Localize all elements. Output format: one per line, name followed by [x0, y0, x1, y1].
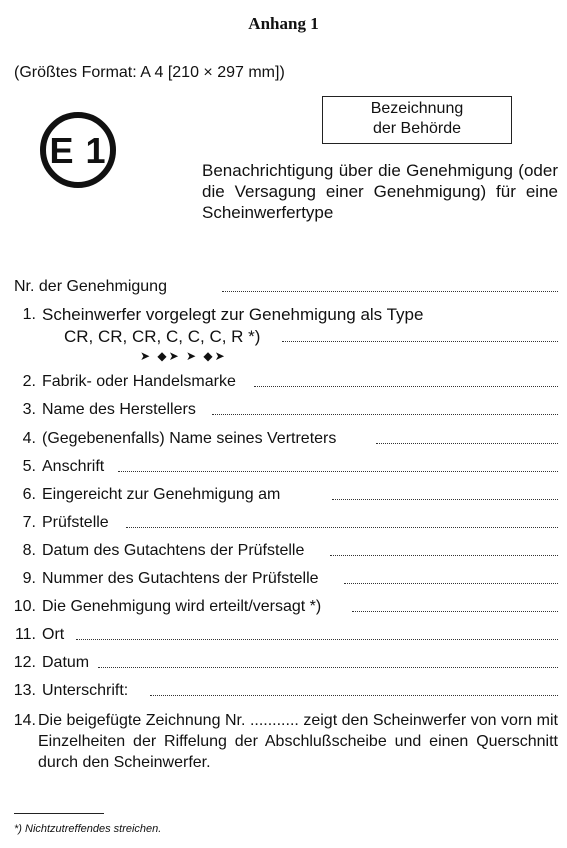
approval-number-field[interactable] [222, 291, 558, 292]
form-item-1 [0, 304, 567, 326]
form-item-6 [0, 484, 567, 506]
item-label: Nummer des Gutachtens der Prüfstelle [42, 570, 319, 587]
authority-box-line1: Bezeichnung [370, 100, 464, 117]
item-number: 14. [13, 712, 36, 729]
item-label: Datum des Gutachtens der Prüfstelle [42, 542, 305, 559]
notice-text: Benachrichtigung über die Genehmigung (oder die Versagung einer Genehmigung) für eine Scheinwerfertype [202, 161, 558, 222]
item-field[interactable] [150, 695, 558, 696]
item-field[interactable] [98, 667, 558, 668]
item-1-types: CR, CR, CR, C, C, C, R *) [64, 327, 261, 346]
approval-number-label: Nr. der Genehmigung [14, 278, 167, 295]
form-item-7 [0, 512, 567, 534]
footnote-rule [14, 813, 104, 814]
item-field[interactable] [76, 639, 558, 640]
item-field[interactable] [332, 499, 558, 500]
item-label: Scheinwerfer vorgelegt zur Genehmigung als Type [42, 305, 424, 324]
item-label: Anschrift [42, 458, 105, 475]
form-item-11 [0, 624, 567, 646]
item-number: 13. [13, 682, 36, 699]
item-number: 4. [22, 430, 36, 447]
form-item-9 [0, 568, 567, 590]
form-item-12 [0, 652, 567, 674]
item-number: 7. [22, 514, 36, 531]
item-field[interactable] [254, 386, 558, 387]
item-field[interactable] [126, 527, 558, 528]
form-item-4 [0, 428, 567, 450]
item-label: Name des Herstellers [42, 401, 196, 418]
form-item-2 [0, 371, 567, 393]
item-field[interactable] [118, 471, 558, 472]
item-number: 10. [13, 598, 36, 615]
item-field[interactable] [212, 414, 558, 415]
item-number: 1. [22, 306, 36, 323]
form-item-3 [0, 399, 567, 421]
item-label: Eingereicht zur Genehmigung am [42, 486, 281, 503]
item-label: Ort [42, 626, 65, 643]
item-number: 8. [22, 542, 36, 559]
item-number: 5. [22, 458, 36, 475]
format-note: (Größtes Format: A 4 [210 × 297 mm]) [14, 64, 285, 81]
form-item-8 [0, 540, 567, 562]
item-label: Prüfstelle [42, 514, 109, 531]
item-field[interactable] [352, 611, 558, 612]
form-item-14-text: Die beigefügte Zeichnung Nr. ........... zeigt den Scheinwerfer von vorn mit Einzelheiten der Riffelung der Abschlußscheibe und einen Querschnitt durch den Scheinwerfer. [38, 712, 558, 771]
item-label: (Gegebenenfalls) Name seines Vertreters [42, 430, 337, 447]
item-number: 2. [22, 373, 36, 390]
item-number: 9. [22, 570, 36, 587]
item-number: 12. [13, 654, 36, 671]
item-label: Fabrik- oder Handelsmarke [42, 373, 236, 390]
page-title: Anhang 1 [248, 14, 319, 33]
footnote: *) Nichtzutreffendes streichen. [14, 823, 162, 835]
form-item-10 [0, 596, 567, 618]
form-item-13 [0, 680, 567, 702]
approval-mark-emblem [40, 112, 116, 188]
item-field[interactable] [344, 583, 558, 584]
item-number: 6. [22, 486, 36, 503]
item-label: Datum [42, 654, 90, 671]
item-number: 3. [22, 401, 36, 418]
item-label: Die Genehmigung wird erteilt/versagt *) [42, 598, 322, 615]
approval-number-row [0, 276, 567, 298]
form-item-5 [0, 456, 567, 478]
item-1-arrows: ➤ ◆➤ ➤ ◆➤ [140, 349, 227, 363]
item-number: 11. [14, 626, 36, 643]
authority-box-line2: der Behörde [372, 120, 462, 137]
approval-mark-text: E 1 [49, 130, 107, 171]
item-field[interactable] [376, 443, 558, 444]
item-field[interactable] [330, 555, 558, 556]
item-1-field[interactable] [282, 341, 558, 342]
authority-box [322, 96, 512, 144]
item-label: Unterschrift: [42, 682, 129, 699]
